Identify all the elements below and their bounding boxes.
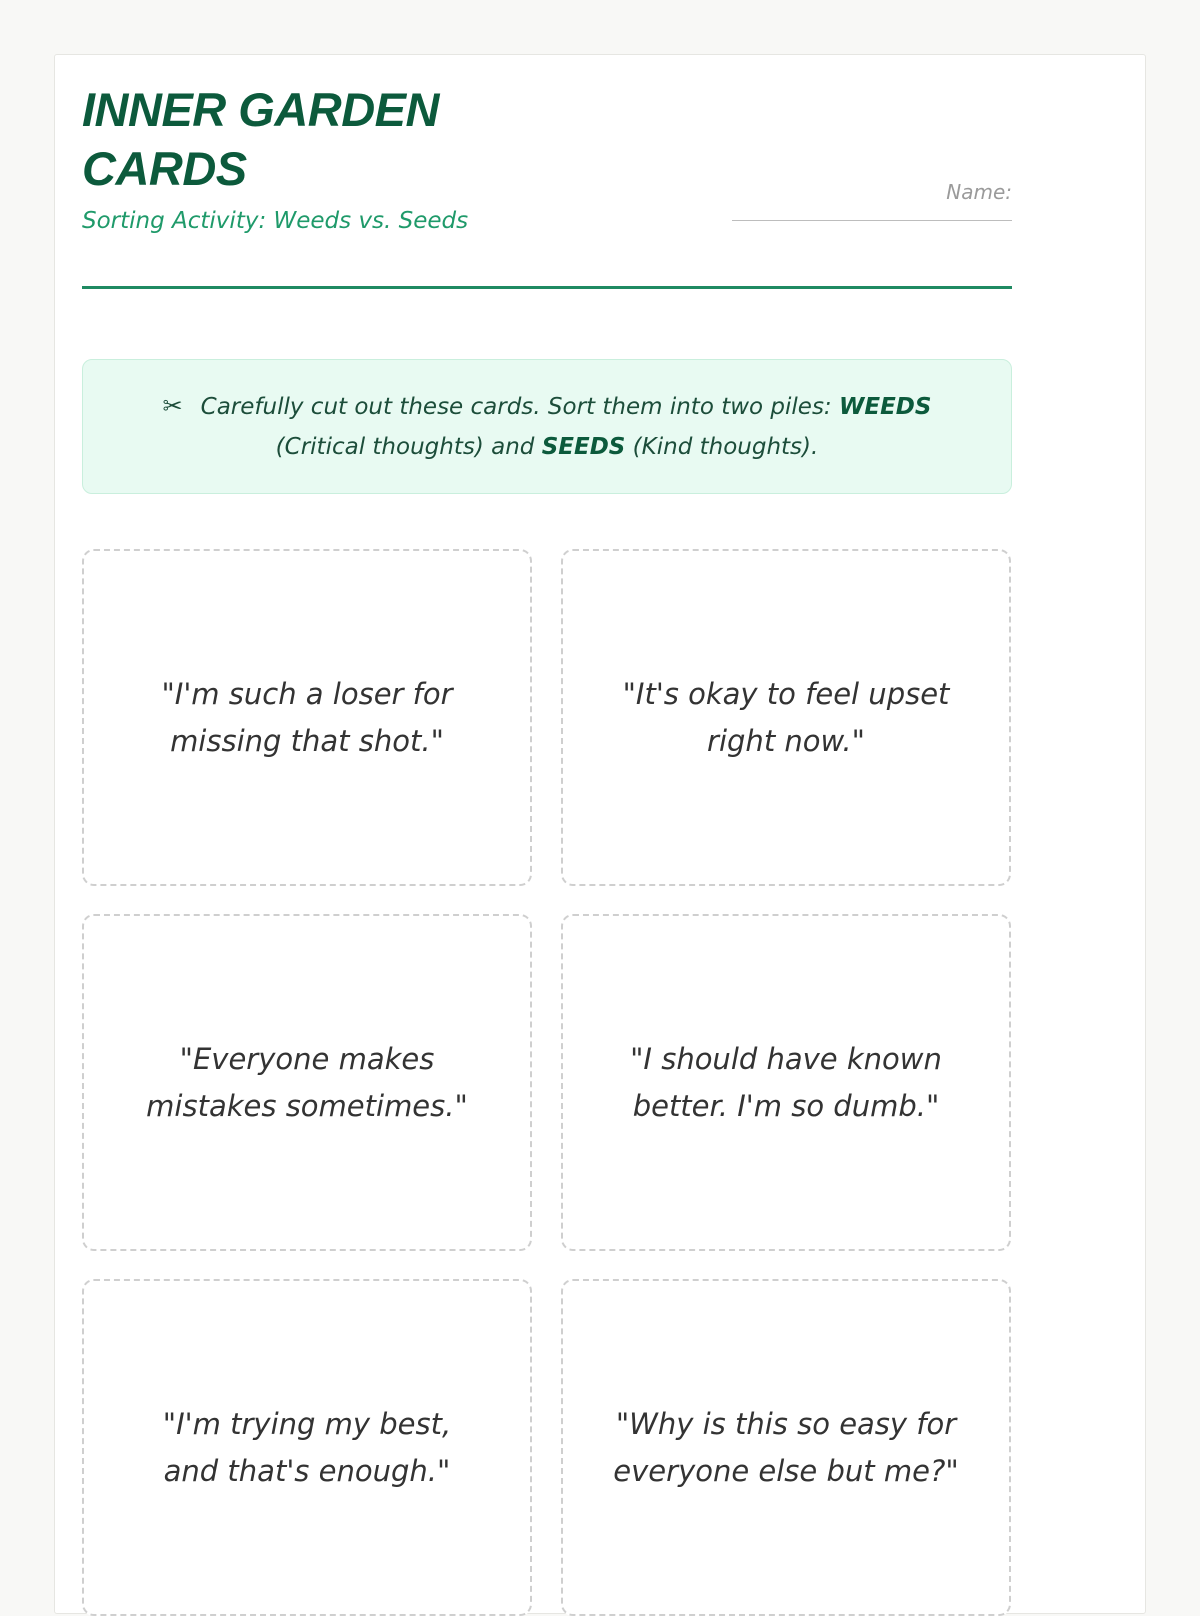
header-divider (82, 286, 1012, 289)
thought-card[interactable] (82, 914, 532, 1251)
instructions-part3: (Kind thoughts). (625, 434, 819, 460)
card-text: "I'm trying my best, and that's enough." (162, 1406, 452, 1488)
card-text: "It's okay to feel upset right now." (622, 676, 950, 758)
thought-card[interactable] (561, 914, 1011, 1251)
instructions-box (82, 359, 1012, 494)
thought-card[interactable] (561, 1279, 1011, 1616)
name-blank-line[interactable] (732, 220, 1012, 221)
instructions-text (133, 386, 961, 467)
instructions-part2: (Critical thoughts) and (275, 434, 542, 460)
card-text: "Everyone makes mistakes sometimes." (146, 1041, 468, 1123)
card-text: "I should have known better. I'm so dumb." (630, 1041, 942, 1123)
name-field[interactable] (732, 180, 1012, 221)
seeds-label: SEEDS (541, 434, 626, 460)
name-label: Name: (946, 180, 1012, 204)
thought-card[interactable] (82, 1279, 532, 1616)
card-text: "Why is this so easy for everyone else but me?" (613, 1406, 959, 1488)
worksheet-header (82, 80, 1012, 286)
card-text: "I'm such a loser for missing that shot." (161, 676, 453, 758)
page-title: INNER GARDEN CARDS (82, 83, 439, 195)
scissors-icon: ✂ (162, 392, 183, 420)
thought-card[interactable] (82, 549, 532, 886)
instructions-part1: Carefully cut out these cards. Sort them into two piles: (200, 394, 839, 420)
weeds-label: WEEDS (839, 394, 932, 420)
page-subtitle: Sorting Activity: Weeds vs. Seeds (82, 208, 469, 234)
thought-card[interactable] (561, 549, 1011, 886)
